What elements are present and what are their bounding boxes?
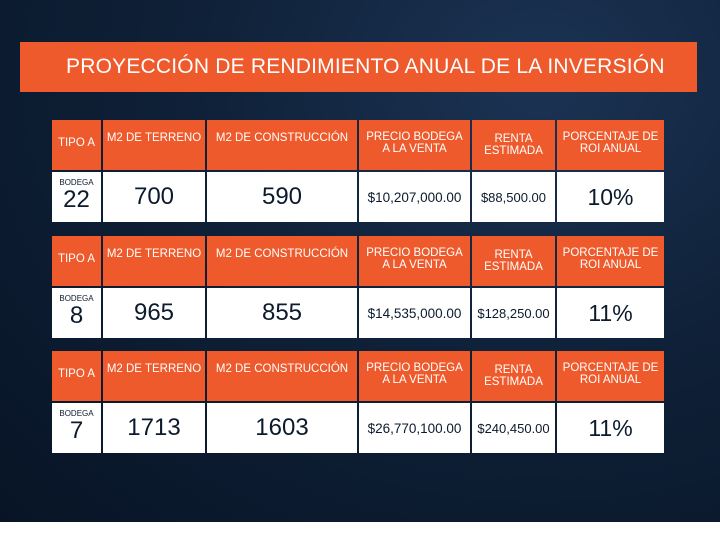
bodega-label: BODEGA — [59, 294, 94, 303]
bodega-number: 7 — [69, 417, 84, 444]
bodega-number: 8 — [69, 302, 84, 329]
header-renta-line1: RENTA — [494, 133, 533, 145]
header-renta — [472, 120, 555, 170]
header-roi-line2: ROI ANUAL — [579, 143, 642, 155]
bodega-cell — [52, 403, 101, 453]
header-roi — [557, 120, 664, 170]
header-precio — [359, 236, 470, 286]
value-m2-terreno: 700 — [103, 172, 205, 222]
value-precio: $26,770,100.00 — [359, 403, 470, 453]
header-precio-line2: A LA VENTA — [382, 143, 447, 155]
title-banner — [20, 42, 697, 92]
bodega-cell — [52, 288, 101, 338]
header-renta — [472, 351, 555, 401]
table-header-row — [52, 120, 664, 170]
header-roi-line2: ROI ANUAL — [579, 374, 642, 386]
header-roi-line2: ROI ANUAL — [579, 259, 642, 271]
header-precio-line1: PRECIO BODEGA — [366, 247, 463, 259]
header-renta-line2: ESTIMADA — [484, 261, 543, 273]
header-tipo: TIPO A — [52, 351, 101, 401]
header-renta-line1: RENTA — [494, 364, 533, 376]
header-renta — [472, 236, 555, 286]
page-title: PROYECCIÓN DE RENDIMIENTO ANUAL DE LA INVERSIÓN — [66, 55, 665, 78]
value-renta: $128,250.00 — [472, 288, 555, 338]
header-renta-line1: RENTA — [494, 249, 533, 261]
value-m2-terreno: 1713 — [103, 403, 205, 453]
header-precio-line2: A LA VENTA — [382, 374, 447, 386]
value-m2-construccion: 855 — [207, 288, 357, 338]
value-renta: $88,500.00 — [472, 172, 555, 222]
header-renta-line2: ESTIMADA — [484, 376, 543, 388]
header-tipo: TIPO A — [52, 236, 101, 286]
header-precio-line1: PRECIO BODEGA — [366, 362, 463, 374]
table-header-row — [52, 351, 664, 401]
table-value-row — [52, 288, 664, 338]
table-header-row — [52, 236, 664, 286]
bodega-number: 22 — [63, 186, 90, 213]
header-m2-construccion: M2 DE CONSTRUCCIÓN — [207, 351, 357, 401]
table-value-row — [52, 172, 664, 222]
bodega-cell — [52, 172, 101, 222]
bodega-label: BODEGA — [59, 178, 94, 187]
header-precio — [359, 351, 470, 401]
value-precio: $10,207,000.00 — [359, 172, 470, 222]
header-precio — [359, 120, 470, 170]
header-roi-line1: PORCENTAJE DE — [562, 247, 659, 259]
header-roi-line1: PORCENTAJE DE — [562, 362, 659, 374]
value-m2-construccion: 1603 — [207, 403, 357, 453]
header-m2-terreno: M2 DE TERRENO — [103, 236, 205, 286]
header-tipo: TIPO A — [52, 120, 101, 170]
table-value-row — [52, 403, 664, 453]
header-roi — [557, 351, 664, 401]
header-precio-line1: PRECIO BODEGA — [366, 131, 463, 143]
value-m2-terreno: 965 — [103, 288, 205, 338]
value-roi: 10% — [557, 172, 664, 222]
header-precio-line2: A LA VENTA — [382, 259, 447, 271]
header-roi-line1: PORCENTAJE DE — [562, 131, 659, 143]
bodega-label: BODEGA — [59, 409, 94, 418]
value-roi: 11% — [557, 288, 664, 338]
header-renta-line2: ESTIMADA — [484, 145, 543, 157]
value-renta: $240,450.00 — [472, 403, 555, 453]
value-precio: $14,535,000.00 — [359, 288, 470, 338]
value-m2-construccion: 590 — [207, 172, 357, 222]
header-m2-construccion: M2 DE CONSTRUCCIÓN — [207, 236, 357, 286]
header-m2-terreno: M2 DE TERRENO — [103, 351, 205, 401]
header-m2-terreno: M2 DE TERRENO — [103, 120, 205, 170]
value-roi: 11% — [557, 403, 664, 453]
header-roi — [557, 236, 664, 286]
header-m2-construccion: M2 DE CONSTRUCCIÓN — [207, 120, 357, 170]
